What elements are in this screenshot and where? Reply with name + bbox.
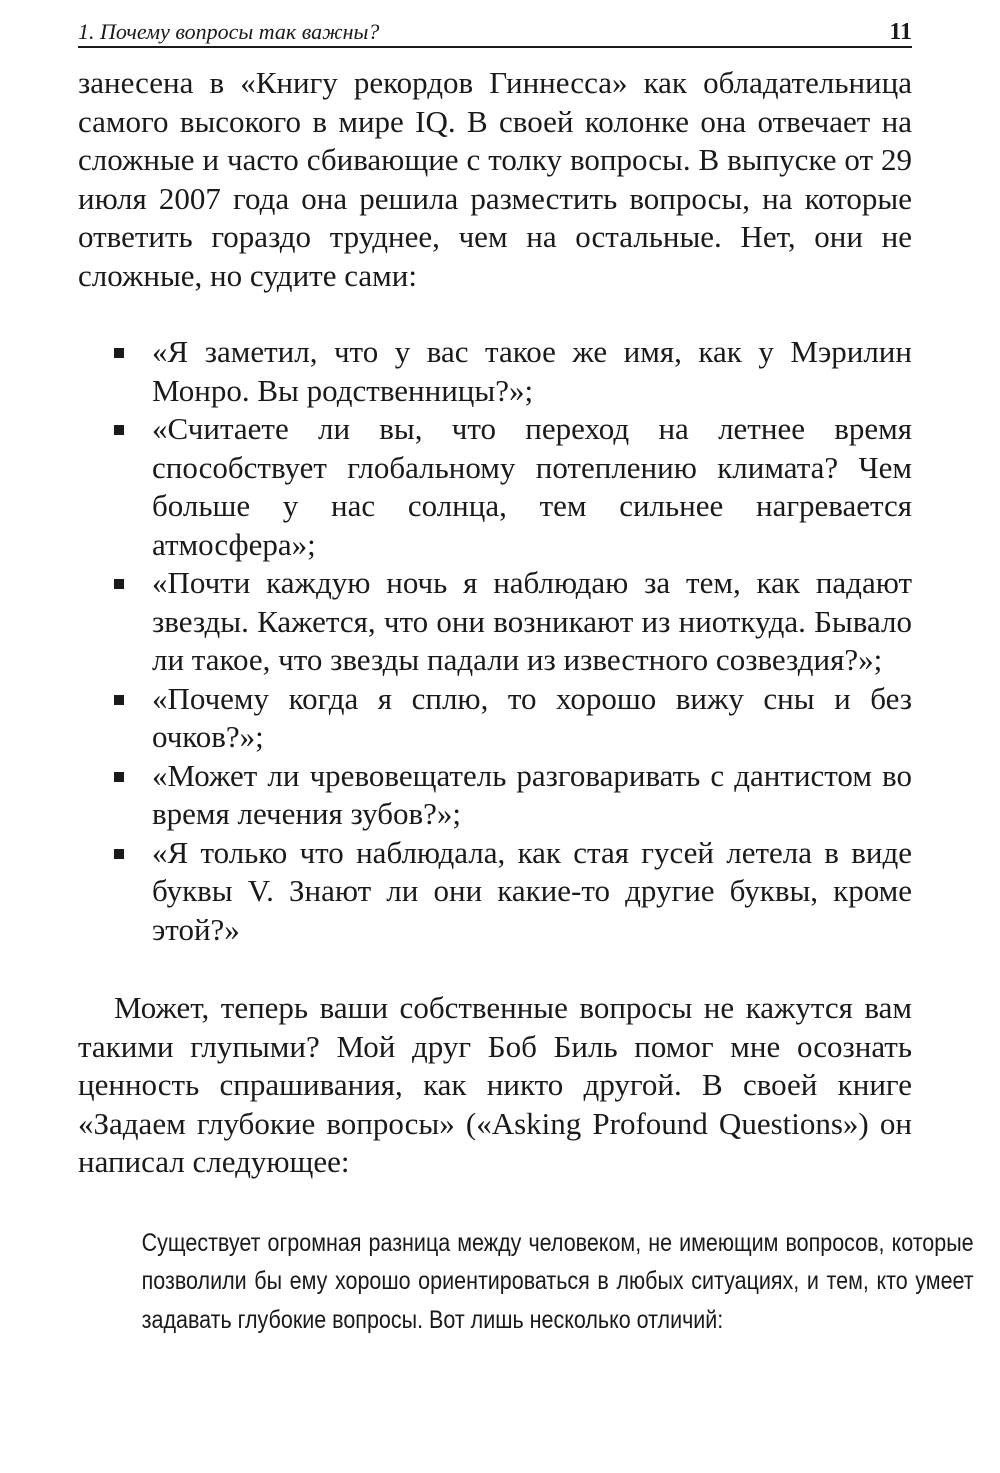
list-item-text: «Почему когда я сплю, то хорошо вижу сны и без очков?»; xyxy=(152,680,912,754)
bullet-square-icon xyxy=(114,579,124,589)
list-item xyxy=(78,680,912,757)
bullet-square-icon xyxy=(114,695,124,705)
block-quote: Существует огромная разница между человеком, не имеющим вопросов, которые позволили бы ему хорошо ориентироваться в любых ситуациях, и тем, кто умеет задавать глубокие вопросы. Вот лишь несколько отличий: xyxy=(141,1228,974,1334)
bullet-square-icon xyxy=(114,849,124,859)
bullet-square-icon xyxy=(114,348,124,358)
intro-paragraph: занесена в «Книгу рекордов Гиннесса» как обладательница самого высокого в мире IQ. В своей колонке она отвечает на сложные и часто сбивающие с толку вопросы. В выпуске от 29 июля 2007 года она решила разместить вопросы, на которые ответить гораздо труднее, чем на остальные. Нет, они не сложные, но судите сами: xyxy=(78,65,912,293)
running-header xyxy=(78,14,912,48)
list-item-text: «Считаете ли вы, что переход на летнее время способствует глобальному потеплению климата? Чем больше у нас солнца, тем сильнее нагревается атмосфера»; xyxy=(152,411,912,562)
list-item xyxy=(78,564,912,680)
list-item xyxy=(78,410,912,564)
bullet-square-icon xyxy=(114,772,124,782)
followup-paragraph: Может, теперь ваши собственные вопросы не кажутся вам такими глупыми? Мой друг Боб Биль помог мне осознать ценность спрашивания, как никто другой. В своей книге «Задаем глубокие вопросы» («Asking Profound Questions») он написал следующее: xyxy=(78,990,912,1179)
page-number: 11 xyxy=(889,19,912,45)
bullet-square-icon xyxy=(114,425,124,435)
chapter-title: 1. Почему вопросы так важны? xyxy=(78,19,380,44)
list-item xyxy=(78,757,912,834)
list-item-text: «Я заметил, что у вас такое же имя, как у Мэрилин Монро. Вы родственницы?»; xyxy=(152,334,912,408)
question-list xyxy=(78,333,912,949)
list-item-text: «Может ли чревовещатель разговаривать с дантистом во время лечения зубов?»; xyxy=(152,757,912,831)
body-text xyxy=(78,64,974,1339)
list-item xyxy=(78,333,912,410)
list-item-text: «Почти каждую ночь я наблюдаю за тем, как падают звезды. Кажется, что они возникают из ниоткуда. Бывало ли такое, что звезды падали из известного созвездия?»; xyxy=(152,565,912,677)
list-item-text: «Я только что наблюдала, как стая гусей летела в виде буквы V. Знают ли они какие-то другие буквы, кроме этой?» xyxy=(152,834,912,947)
list-item xyxy=(78,834,912,950)
